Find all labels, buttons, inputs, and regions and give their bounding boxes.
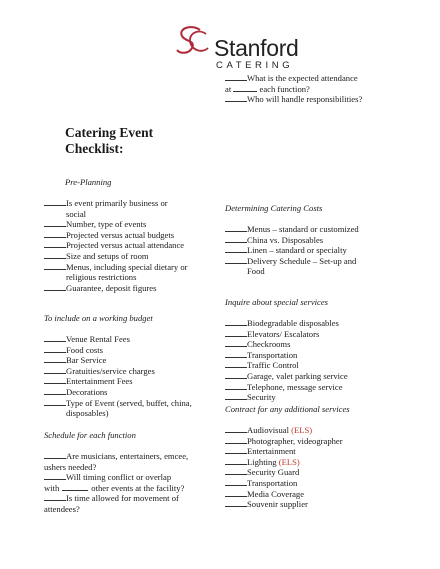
- budget-list: Venue Rental Fees Food costs Bar Service Gratuities/service charges Entertainment Fees Decorations Type of Event (served, buffet, china, disposables): [44, 334, 192, 419]
- blank-line[interactable]: [225, 382, 247, 390]
- checklist-item: Guarantee, deposit figures: [44, 283, 187, 294]
- blank-line[interactable]: [225, 94, 247, 102]
- checklist-item: Security Guard: [225, 467, 343, 478]
- blank-line[interactable]: [225, 489, 247, 497]
- checklist-item: Delivery Schedule – Set-up and: [225, 256, 359, 267]
- blank-line[interactable]: [44, 398, 66, 406]
- pre-planning-list: Is event primarily business or social Number, type of events Projected versus actual budgets Projected versus actual attendance Size and setups of room Menus, including special dietary or religious restrictions Guarantee, deposit figures: [44, 198, 187, 293]
- checklist-item: Elevators/ Escalators: [225, 329, 348, 340]
- blank-line[interactable]: [225, 371, 247, 379]
- page-title: Catering Event Checklist:: [65, 125, 154, 156]
- blank-line[interactable]: [225, 436, 247, 444]
- blank-line[interactable]: [225, 318, 247, 326]
- checklist-item: Linen – standard or specialty: [225, 245, 359, 256]
- checklist-item: Media Coverage: [225, 489, 343, 500]
- checklist-item: Souvenir supplier: [225, 499, 343, 510]
- checklist-item: Gratuities/service charges: [44, 366, 192, 377]
- blank-line[interactable]: [225, 499, 247, 507]
- checklist-item: China vs. Disposables: [225, 235, 359, 246]
- attendance-question-cont: at each function?: [225, 84, 310, 94]
- blank-line[interactable]: [44, 334, 66, 342]
- blank-line[interactable]: [44, 451, 66, 459]
- blank-line[interactable]: [225, 329, 247, 337]
- checklist-item: Will timing conflict or overlap: [44, 472, 188, 483]
- els-tag: (ELS): [291, 425, 313, 435]
- blank-line[interactable]: [225, 256, 247, 264]
- section-heading-budget: To include on a working budget: [44, 313, 153, 323]
- checklist-item: Traffic Control: [225, 360, 348, 371]
- special-services-list: [225, 318, 348, 403]
- blank-line[interactable]: [233, 84, 257, 92]
- checklist-item: Transportation: [225, 478, 343, 489]
- blank-line[interactable]: [44, 472, 66, 480]
- blank-line[interactable]: [44, 493, 66, 501]
- responsibilities-question: Who will handle responsibilities?: [225, 94, 362, 105]
- blank-line[interactable]: [44, 345, 66, 353]
- additional-services-list: [225, 425, 343, 510]
- checklist-item: Security: [225, 392, 348, 403]
- checklist-item: Food costs: [44, 345, 192, 356]
- blank-line[interactable]: [225, 392, 247, 400]
- blank-line[interactable]: [225, 224, 247, 232]
- section-heading-costs: Determining Catering Costs: [225, 203, 323, 213]
- blank-line[interactable]: [44, 283, 66, 291]
- section-heading-schedule: Schedule for each function: [44, 430, 136, 440]
- blank-line[interactable]: [225, 245, 247, 253]
- blank-line[interactable]: [225, 478, 247, 486]
- checklist-item-cont: with other events at the facility?: [44, 482, 185, 493]
- checklist-item: Projected versus actual attendance: [44, 240, 187, 251]
- checklist-item: Audiovisual (ELS): [225, 425, 343, 436]
- blank-line[interactable]: [44, 251, 66, 259]
- checklist-item: Decorations: [44, 387, 192, 398]
- stanford-catering-logo-mark-icon: [174, 24, 210, 60]
- schedule-list: Are musicians, entertainers, emcee, ushers needed? Will timing conflict or overlap with other events at the facility? Is time allowed for movement of attendees?: [44, 451, 189, 514]
- logo-wordmark: Stanford: [214, 35, 299, 61]
- blank-line[interactable]: [225, 73, 247, 81]
- blank-line[interactable]: [225, 467, 247, 475]
- blank-line[interactable]: [225, 339, 247, 347]
- checklist-item: Size and setups of room: [44, 251, 187, 262]
- section-heading-special-services: Inquire about special services: [225, 297, 329, 307]
- checklist-item: Garage, valet parking service: [225, 371, 348, 382]
- checklist-item: Menus – standard or customized: [225, 224, 359, 235]
- checklist-item: Type of Event (served, buffet, china,: [44, 398, 192, 409]
- blank-line[interactable]: [225, 446, 247, 454]
- els-tag: (ELS): [278, 456, 300, 467]
- blank-line[interactable]: [44, 376, 66, 384]
- checklist-item: Transportation: [225, 350, 348, 361]
- checklist-item: Bar Service: [44, 355, 192, 366]
- checklist-item: Entertainment: [225, 446, 343, 457]
- checklist-item: Is time allowed for movement of: [44, 493, 188, 504]
- section-heading-additional-services: Contract for any additional services: [225, 404, 350, 414]
- checklist-item: Are musicians, entertainers, emcee,: [44, 451, 188, 462]
- blank-line[interactable]: [225, 425, 247, 433]
- checklist-item: Checkrooms: [225, 339, 348, 350]
- blank-line[interactable]: [44, 219, 66, 227]
- blank-line[interactable]: [44, 366, 66, 374]
- logo-subtitle: CATERING: [216, 60, 294, 71]
- blank-line[interactable]: [44, 230, 66, 238]
- checklist-item: Venue Rental Fees: [44, 334, 192, 345]
- section-heading-pre-planning: Pre-Planning: [65, 177, 112, 187]
- blank-line[interactable]: [44, 355, 66, 363]
- blank-line[interactable]: [225, 360, 247, 368]
- checklist-item: Telephone, message service: [225, 382, 348, 393]
- blank-line[interactable]: [44, 198, 66, 206]
- checklist-item: Number, type of events: [44, 219, 187, 230]
- checklist-item: Projected versus actual budgets: [44, 230, 187, 241]
- checklist-item: Is event primarily business or: [44, 198, 187, 209]
- checklist-item: Entertainment Fees: [44, 376, 192, 387]
- blank-line[interactable]: [225, 457, 247, 465]
- blank-line[interactable]: [225, 235, 247, 243]
- blank-line[interactable]: [44, 262, 66, 270]
- blank-line[interactable]: [44, 240, 66, 248]
- blank-line[interactable]: [225, 350, 247, 358]
- blank-line[interactable]: [62, 483, 88, 491]
- checklist-item: Photographer, videographer: [225, 436, 343, 447]
- costs-list: Menus – standard or customized China vs. Disposables Linen – standard or specialty Delivery Schedule – Set-up and Food: [225, 224, 359, 277]
- checklist-item: Lighting (ELS): [225, 457, 343, 468]
- attendance-question: What is the expected attendance: [225, 73, 358, 84]
- checklist-item: Menus, including special dietary or: [44, 262, 187, 273]
- checklist-item: Biodegradable disposables: [225, 318, 348, 329]
- blank-line[interactable]: [44, 387, 66, 395]
